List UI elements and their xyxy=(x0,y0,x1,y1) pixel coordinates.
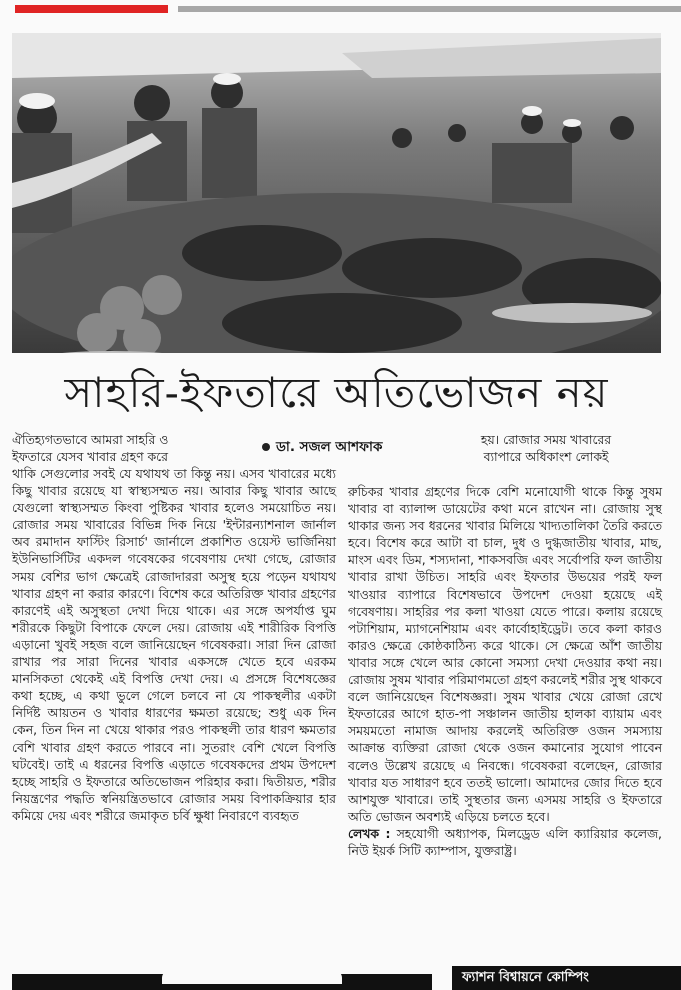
author-info: সহযোগী অধ্যাপক, মিলড্রেড এলি ক্যারিয়ার কলেজ, নিউ ইয়র্ক সিটি ক্যাম্পাস, যুক্তরাষ্ট্র। xyxy=(348,825,662,858)
intro-text xyxy=(12,431,262,465)
next-article-title: ফ্যাশন বিশ্বায়নে কোম্পিং xyxy=(452,966,681,990)
article-column-1 xyxy=(12,465,336,824)
bullet-icon xyxy=(262,443,270,451)
col2-head-line: হয়। রোজার সময় খাবারের xyxy=(480,432,612,447)
author-note xyxy=(348,825,662,859)
byline-name: ডা. সজল আশফাক xyxy=(276,439,383,455)
intro-line: ইফতারে যেসব খাবার গ্রহণ করে xyxy=(12,449,168,465)
intro-line: ঐতিহ্যগতভাবে আমরা সাহরি ও xyxy=(12,432,169,447)
iftar-market-photo xyxy=(12,33,661,353)
article-column-2 xyxy=(348,483,662,859)
next-article-strip xyxy=(12,966,681,990)
column2-head-text xyxy=(430,431,662,465)
top-accent-bar-grey xyxy=(178,6,681,12)
author-label: লেখক : xyxy=(348,825,391,841)
column-1-body: থাকি সেগুলোর সবই যে যথাযথ তা কিন্তু নয়। এসব খাবারের মধ্যে কিছু খাবার রয়েছে যা স্বাস্থ্যসম্মত নয়। আবার কিছু খাবার আছে যেগুলো স্বাস্থ্যসম্মত কিংবা পুষ্টিকর খাবার হলেও সময়োচিত নয়। রোজার সময় খাবারের বিভিন্ন দিক নিয়ে 'ইন্টারন্যাশনাল জার্নাল অব রমাদান ফাস্টিং রিসার্চ' জার্নালে প্রকাশিত ওয়েস্ট ভার্জিনিয়া ইউনিভার্সিটির একদল গবেষকের গবেষণায় দেখা গেছে, রোজার সময় বেশির ভাগ ক্ষেত্রেই রোজাদাররা অসুস্থ হয়ে পড়েন যথাযথ খাবার গ্রহণ না করার কারণে। বিশেষ করে অতিরিক্ত খাবার গ্রহণের কারণেই এই অসুস্থতা দেখা দিয়ে থাকে। এর সঙ্গে অপর্যাপ্ত ঘুম শরীরকে কিছুটা বিপাকে ফেলে দেয়। রোজায় এই শারীরিক বিপত্তি এড়ানো খুবই সহজ বলে জানিয়েছেন গবেষকরা। সারা দিন রোজা রাখার পর সারা দিনের খাবার একসঙ্গে খেতে হবে এরকম মানসিকতা থেকেই এই বিপত্তি দেখা দেয়। এ প্রসঙ্গে বিশেষজ্ঞের কথা হচ্ছে, এ কথা ভুলে গেলে চলবে না যে পাকস্থলীর একটা নির্দিষ্ট আয়তন ও খাবার ধারণের ক্ষমতা রয়েছে; শুধু এক দিন কেন, তিন দিন না খেয়ে থাকার পরও পাকস্থলী তার ধারণ ক্ষমতার বেশি খাবার গ্রহণ করতে পারবে না। সুতরাং বেশি খেলে বিপত্তি ঘটবেই। তাই এ ধরনের বিপত্তি এড়াতে গবেষকদের প্রথম উপদেশ হচ্ছে সাহরি ও ইফতারে অতিভোজন পরিহার করা। দ্বিতীয়ত, শরীর নিয়ন্ত্রণের পদ্ধতি স্বনিয়ন্ত্রিতভাবে রোজার সময় বিপাকক্রিয়ার হার কমিয়ে দেয় এবং শরীরে জমাকৃত চর্বি ক্ষুধা নিবারণে ব্যবহৃত xyxy=(12,466,336,823)
next-article-bar xyxy=(12,974,432,990)
column-2-body: রুচিকর খাবার গ্রহণের দিকে বেশি মনোযোগী থাকে কিন্তু সুষম খাবার বা ব্যালান্স ডায়েটের কথা মনে রাখেন না। রোজায় সুস্থ থাকার জন্য সব ধরনের খাবার মিলিয়ে খাদ্যতালিকা তৈরি করতে হবে। বিশেষ করে আটা বা চাল, দুধ ও দুগ্ধজাতীয় খাবার, মাছ, মাংস এবং ডিম, শস্যদানা, শাকসবজি এবং সর্বোপরি ফল জাতীয় খাবার রাখা উচিত। সাহরি এবং ইফতার উভয়ের পরই ফল খাওয়ার ব্যাপারে বিশেষভাবে উপদেশ দেওয়া হয়েছে এই গবেষণায়। সাহরির পর কলা খাওয়া যেতে পারে। কলায় রয়েছে পটাশিয়াম, ম্যাগনেশিয়াম এবং কার্বোহাইড্রেট। তবে কলা কারও কারও ক্ষেত্রে কোষ্ঠকাঠিন্য করে থাকে। সে ক্ষেত্রে আঁশ জাতীয় খাবার সঙ্গে খেলে আর কোনো সমস্যা দেখা দেওয়ার কথা নয়। রোজায় সুষম খাবার পরিমাণমতো গ্রহণ করলেই শরীর সুস্থ থাকবে বলে জানিয়েছেন বিশেষজ্ঞরা। সুষম খাবার খেয়ে রোজা রেখে ইফতারের আগে হাত-পা সঞ্চালন জাতীয় হালকা ব্যায়াম এবং সময়মতো নামাজ আদায় করলেই অতিরিক্ত ওজন সমস্যায় আক্রান্ত ব্যক্তিরা রোজা থেকে ওজন কমানোর সুযোগ পাবেন বলেও উল্লেখ রয়েছে এ নিবন্ধে। গবেষকরা বলেছেন, রোজার খাবার যত সাধারণ হবে ততই ভালো। আমাদের জোর দিতে হবে আশযুক্ত খাবারে। তাই সুস্থতার জন্য এসময় সাহরি ও ইফতারে অতি ভোজন অবশ্যই এড়িয়ে চলতে হবে। xyxy=(348,484,662,824)
top-accent-bar-red xyxy=(15,5,168,13)
col2-head-line: ব্যাপারে অধিকাংশ লোকই xyxy=(483,449,609,465)
article-headline: সাহরি-ইফতারে অতিভোজন নয় xyxy=(64,368,609,417)
next-article-tab xyxy=(162,970,342,984)
author-byline xyxy=(262,436,382,459)
